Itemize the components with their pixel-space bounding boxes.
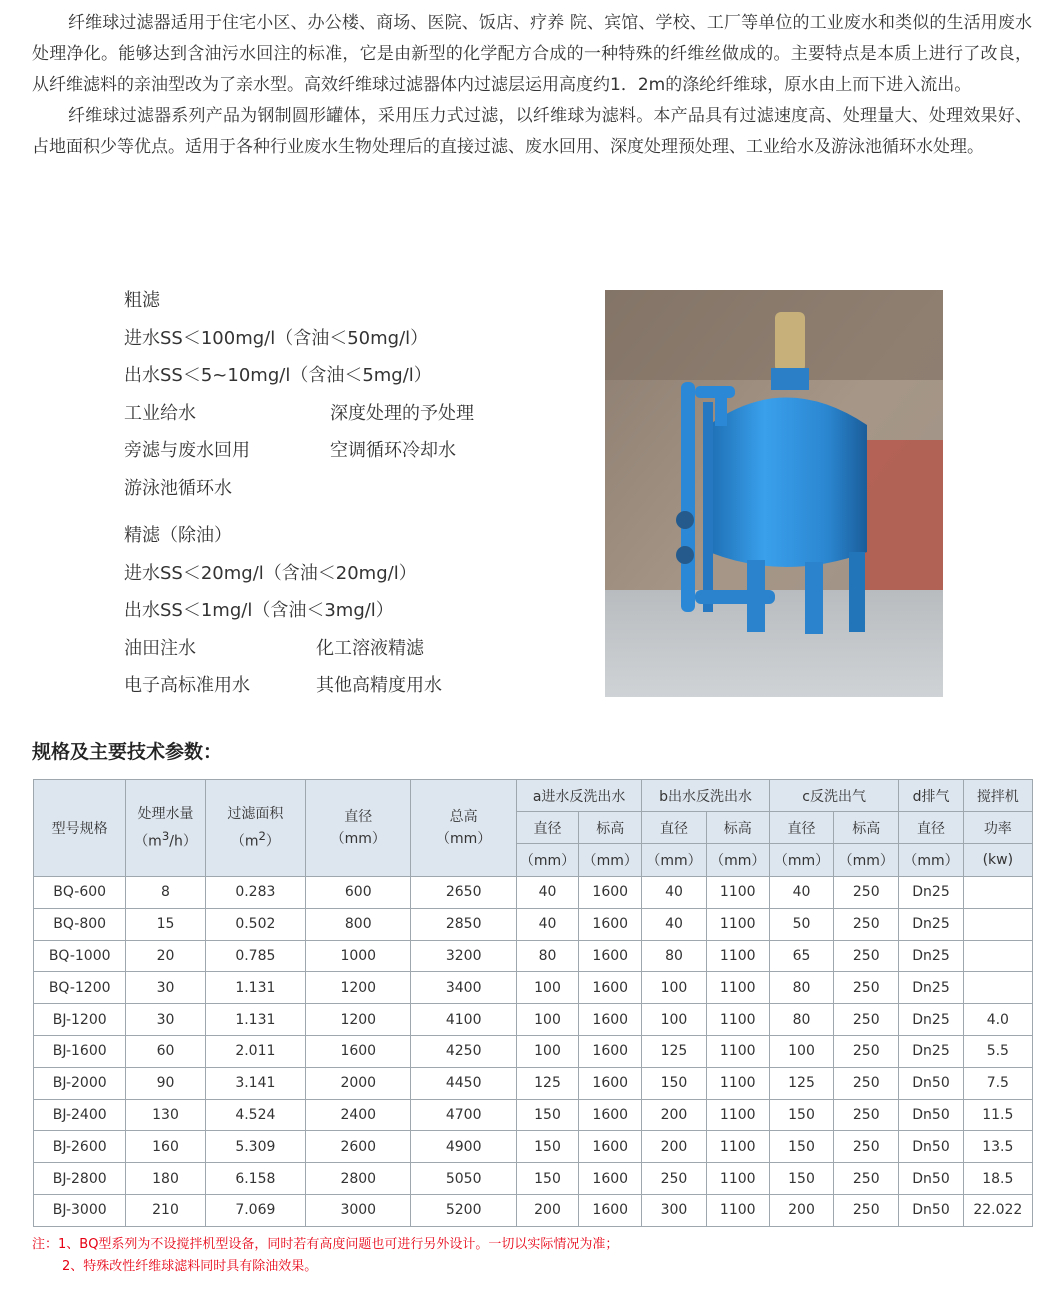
table-row — [34, 1004, 1033, 1036]
table-row — [34, 877, 1033, 909]
table-cell: 1100 — [706, 1067, 769, 1099]
table-cell: 1100 — [706, 1131, 769, 1163]
header-sub-diameter: 直径 — [642, 812, 706, 844]
table-cell: 60 — [126, 1035, 205, 1067]
coarse-app-row — [124, 470, 564, 508]
table-cell: 200 — [642, 1131, 706, 1163]
table-cell: 40 — [769, 877, 833, 909]
header-area-label: 过滤面积 — [227, 806, 284, 823]
table-cell: 125 — [769, 1067, 833, 1099]
table-cell: Dn25 — [899, 1004, 963, 1036]
fine-app-row — [124, 667, 564, 705]
table-cell: 4700 — [411, 1099, 516, 1131]
table-cell: 4250 — [411, 1035, 516, 1067]
table-cell: 18.5 — [963, 1163, 1032, 1195]
table-cell: 22.022 — [963, 1194, 1032, 1226]
table-row — [34, 1163, 1033, 1195]
table-cell: 80 — [769, 972, 833, 1004]
intro-paragraph-1: 纤维球过滤器适用于住宅小区、办公楼、商场、医院、饭店、疗养 院、宾馆、学校、工厂等单位的工业废水和类似的生活用废水处理净化。能够达到含油污水回注的标准，它是由新型的化学配方合成的一种特殊的纤维丝做成的。主要特点是本质上进行了改良，从纤维滤料的亲油型改为了亲水型。高效纤维球过滤器体内过滤层运用高度约1．2m的涤纶纤维球，原水由上而下进入流出。 — [32, 13, 1032, 95]
table-cell: 40 — [516, 908, 578, 940]
table-cell — [963, 972, 1032, 1004]
table-cell: 160 — [126, 1131, 205, 1163]
table-cell: BQ-1000 — [34, 940, 126, 972]
header-sub-diameter: 直径 — [899, 812, 963, 844]
header-area-unit-post: ） — [265, 833, 280, 850]
header-height-unit: （mm） — [436, 831, 492, 847]
table-cell: 150 — [642, 1067, 706, 1099]
table-cell: BJ-2000 — [34, 1067, 126, 1099]
table-cell: Dn25 — [899, 972, 963, 1004]
header-sub-unit: （mm） — [642, 844, 706, 877]
table-row — [34, 1099, 1033, 1131]
table-cell: 1600 — [579, 877, 642, 909]
header-sub-unit: （mm） — [706, 844, 769, 877]
header-model: 型号规格 — [34, 780, 126, 877]
header-sub-unit: （mm） — [516, 844, 578, 877]
table-cell: 1100 — [706, 877, 769, 909]
header-c: c反洗出气 — [769, 780, 899, 812]
table-cell: 1200 — [306, 972, 411, 1004]
coarse-title: 粗滤 — [124, 290, 160, 311]
header-mixer: 搅拌机 — [963, 780, 1032, 812]
table-cell: 20 — [126, 940, 205, 972]
table-cell: 4.524 — [205, 1099, 305, 1131]
table-cell: 13.5 — [963, 1131, 1032, 1163]
table-cell: BJ-3000 — [34, 1194, 126, 1226]
fine-app: 油田注水 — [124, 637, 196, 659]
table-row — [34, 1035, 1033, 1067]
table-cell: 7.5 — [963, 1067, 1032, 1099]
coarse-inlet: 进水SS＜100mg/l（含油＜50mg/l） — [124, 327, 429, 349]
spec-section-title: 规格及主要技术参数： — [32, 741, 223, 763]
filter-grade-lists — [124, 282, 564, 705]
table-cell: BJ-2800 — [34, 1163, 126, 1195]
table-cell: 1600 — [579, 1004, 642, 1036]
table-cell: 40 — [642, 908, 706, 940]
table-cell: 2850 — [411, 908, 516, 940]
table-cell: 2000 — [306, 1067, 411, 1099]
header-height — [411, 780, 516, 877]
table-cell: 6.158 — [205, 1163, 305, 1195]
header-sub-level: 标高 — [834, 812, 899, 844]
table-cell: 40 — [516, 877, 578, 909]
table-cell: 800 — [306, 908, 411, 940]
table-cell: 250 — [834, 1131, 899, 1163]
table-cell: 1100 — [706, 908, 769, 940]
header-diameter — [306, 780, 411, 877]
header-b: b出水反洗出水 — [642, 780, 770, 812]
table-cell: 30 — [126, 1004, 205, 1036]
table-cell: 3000 — [306, 1194, 411, 1226]
table-cell: 2400 — [306, 1099, 411, 1131]
header-d: d排气 — [899, 780, 963, 812]
table-cell: BJ-1600 — [34, 1035, 126, 1067]
table-cell: 150 — [769, 1131, 833, 1163]
table-cell: 1600 — [579, 972, 642, 1004]
coarse-app: 游泳池循环水 — [124, 477, 232, 499]
table-cell: 100 — [516, 1004, 578, 1036]
header-sub-unit: （mm） — [769, 844, 833, 877]
table-cell: 4.0 — [963, 1004, 1032, 1036]
table-cell: BJ-1200 — [34, 1004, 126, 1036]
intro-text — [32, 8, 1032, 163]
table-cell: 250 — [834, 1194, 899, 1226]
fine-app-row — [124, 630, 564, 668]
table-cell: 600 — [306, 877, 411, 909]
table-cell: Dn50 — [899, 1131, 963, 1163]
coarse-app: 工业给水 — [124, 402, 196, 424]
table-cell: BQ-800 — [34, 908, 126, 940]
table-cell: 5200 — [411, 1194, 516, 1226]
table-cell: 40 — [642, 877, 706, 909]
table-cell: 200 — [642, 1099, 706, 1131]
table-cell: 30 — [126, 972, 205, 1004]
table-cell: 2650 — [411, 877, 516, 909]
table-cell: 1100 — [706, 1163, 769, 1195]
table-cell: 15 — [126, 908, 205, 940]
table-cell: 250 — [834, 1163, 899, 1195]
table-cell: 100 — [642, 972, 706, 1004]
header-sub-diameter: 直径 — [769, 812, 833, 844]
table-cell: 1600 — [579, 940, 642, 972]
coarse-app: 旁滤与废水回用 — [124, 440, 250, 461]
table-cell: 100 — [769, 1035, 833, 1067]
table-cell: Dn50 — [899, 1099, 963, 1131]
table-cell: 200 — [516, 1194, 578, 1226]
table-cell: 250 — [834, 1099, 899, 1131]
table-cell: 180 — [126, 1163, 205, 1195]
table-cell: 8 — [126, 877, 205, 909]
table-cell: 4100 — [411, 1004, 516, 1036]
list-gap — [124, 507, 564, 517]
table-cell — [963, 940, 1032, 972]
table-row — [34, 940, 1033, 972]
table-cell: Dn25 — [899, 877, 963, 909]
table-cell: 80 — [642, 940, 706, 972]
table-cell: 3200 — [411, 940, 516, 972]
table-cell: 3400 — [411, 972, 516, 1004]
table-cell: 50 — [769, 908, 833, 940]
table-cell: 1600 — [579, 1099, 642, 1131]
table-cell: 80 — [769, 1004, 833, 1036]
table-cell: 0.502 — [205, 908, 305, 940]
table-cell: 250 — [834, 1035, 899, 1067]
table-cell: 5.5 — [963, 1035, 1032, 1067]
table-cell: Dn50 — [899, 1067, 963, 1099]
table-cell: 100 — [516, 972, 578, 1004]
table-cell: Dn25 — [899, 940, 963, 972]
table-cell: 250 — [834, 940, 899, 972]
header-diameter-label: 直径 — [344, 809, 373, 825]
table-cell: 1100 — [706, 940, 769, 972]
header-mixer-power: 功率 — [963, 812, 1032, 844]
note-1: 注：1、BQ型系列为不设搅拌机型设备，同时若有高度问题也可进行另外设计。一切以实际情况为准； — [32, 1237, 619, 1252]
table-cell: 11.5 — [963, 1099, 1032, 1131]
table-cell: 250 — [834, 908, 899, 940]
table-cell: 0.283 — [205, 877, 305, 909]
table-cell: 250 — [834, 877, 899, 909]
table-cell: BQ-600 — [34, 877, 126, 909]
table-cell: 150 — [769, 1163, 833, 1195]
table-cell: Dn25 — [899, 908, 963, 940]
header-flow — [126, 780, 205, 877]
table-cell: 1200 — [306, 1004, 411, 1036]
header-flow-unit-pre: （m — [134, 833, 162, 850]
table-cell: 1000 — [306, 940, 411, 972]
table-cell: 1.131 — [205, 1004, 305, 1036]
table-cell: 1600 — [579, 1035, 642, 1067]
coarse-outlet: 出水SS＜5~10mg/l（含油＜5mg/l） — [124, 365, 432, 386]
table-cell: 1600 — [306, 1035, 411, 1067]
header-area-unit-sup: 2 — [258, 829, 266, 844]
coarse-app: 空调循环冷却水 — [330, 440, 456, 461]
table-cell: 1.131 — [205, 972, 305, 1004]
table-cell: 1600 — [579, 1131, 642, 1163]
table-cell: 1100 — [706, 1194, 769, 1226]
table-cell: 125 — [642, 1035, 706, 1067]
table-cell: 2600 — [306, 1131, 411, 1163]
intro-paragraph-2: 纤维球过滤器系列产品为钢制圆形罐体，采用压力式过滤，以纤维球为滤料。本产品具有过滤速度高、处理量大、处理效果好、占地面积少等优点。适用于各种行业废水生物处理后的直接过滤、废水回用、深度处理预处理、工业给水及游泳池循环水处理。 — [32, 106, 1032, 157]
fine-outlet: 出水SS＜1mg/l（含油＜3mg/l） — [124, 600, 394, 621]
table-cell: 1600 — [579, 908, 642, 940]
table-cell: 100 — [642, 1004, 706, 1036]
header-area-unit-pre: （m — [230, 833, 259, 850]
table-cell: 4450 — [411, 1067, 516, 1099]
table-cell: 150 — [516, 1131, 578, 1163]
table-cell: 150 — [516, 1163, 578, 1195]
table-cell: BJ-2600 — [34, 1131, 126, 1163]
header-sub-level: 标高 — [706, 812, 769, 844]
header-sub-unit: （mm） — [834, 844, 899, 877]
fine-app: 电子高标准用水 — [124, 675, 250, 696]
table-row — [34, 908, 1033, 940]
table-cell: BQ-1200 — [34, 972, 126, 1004]
header-sub-level: 标高 — [579, 812, 642, 844]
header-sub-unit: （mm） — [899, 844, 963, 877]
table-cell: Dn50 — [899, 1163, 963, 1195]
header-sub-unit: （mm） — [579, 844, 642, 877]
table-cell: 1600 — [579, 1163, 642, 1195]
fine-title: 精滤（除油） — [124, 525, 232, 546]
table-cell: 7.069 — [205, 1194, 305, 1226]
table-cell: 80 — [516, 940, 578, 972]
table-cell: 125 — [516, 1067, 578, 1099]
header-height-label: 总高 — [449, 809, 478, 825]
header-diameter-unit: （mm） — [330, 831, 386, 847]
table-cell: 1100 — [706, 972, 769, 1004]
table-cell: 0.785 — [205, 940, 305, 972]
table-cell: 90 — [126, 1067, 205, 1099]
table-cell: Dn50 — [899, 1194, 963, 1226]
table-cell: 200 — [769, 1194, 833, 1226]
fine-app: 化工溶液精滤 — [316, 637, 424, 659]
table-cell: 2800 — [306, 1163, 411, 1195]
coarse-app-row — [124, 395, 564, 433]
table-cell: 130 — [126, 1099, 205, 1131]
table-row — [34, 1067, 1033, 1099]
table-cell: 2.011 — [205, 1035, 305, 1067]
table-row — [34, 1194, 1033, 1226]
header-flow-label: 处理水量 — [137, 806, 194, 823]
table-cell: 5.309 — [205, 1131, 305, 1163]
header-area — [205, 780, 305, 877]
spec-table-header — [34, 780, 1033, 877]
header-sub-diameter: 直径 — [516, 812, 578, 844]
table-cell: 1100 — [706, 1035, 769, 1067]
fine-inlet: 进水SS＜20mg/l（含油＜20mg/l） — [124, 562, 417, 584]
table-cell: 150 — [516, 1099, 578, 1131]
header-flow-unit-sup: 3 — [161, 829, 170, 844]
header-flow-unit — [126, 825, 204, 853]
header-flow-unit-post: /h） — [169, 833, 197, 850]
header-area-unit — [206, 825, 305, 853]
note-2: 2、特殊改性纤维球滤料同时具有除油效果。 — [62, 1259, 318, 1274]
table-cell: Dn25 — [899, 1035, 963, 1067]
table-cell: 1100 — [706, 1004, 769, 1036]
table-cell: 1100 — [706, 1099, 769, 1131]
filter-tank-photo — [605, 290, 943, 697]
table-cell: 4900 — [411, 1131, 516, 1163]
table-cell: 250 — [834, 972, 899, 1004]
table-cell: 3.141 — [205, 1067, 305, 1099]
header-mixer-unit: (kw) — [963, 844, 1032, 877]
table-cell: 65 — [769, 940, 833, 972]
spec-table-body — [34, 877, 1033, 1227]
coarse-app: 深度处理的予处理 — [330, 402, 474, 424]
table-cell: 210 — [126, 1194, 205, 1226]
table-cell: BJ-2400 — [34, 1099, 126, 1131]
table-cell — [963, 908, 1032, 940]
table-cell: 1600 — [579, 1194, 642, 1226]
table-cell — [963, 877, 1032, 909]
table-cell: 1600 — [579, 1067, 642, 1099]
table-cell: 5050 — [411, 1163, 516, 1195]
table-row — [34, 1131, 1033, 1163]
table-cell: 250 — [642, 1163, 706, 1195]
header-a: a进水反洗出水 — [516, 780, 641, 812]
table-row — [34, 972, 1033, 1004]
tank-illustration — [605, 290, 943, 697]
table-cell: 300 — [642, 1194, 706, 1226]
notes — [32, 1234, 618, 1278]
coarse-app-row — [124, 432, 564, 470]
table-cell: 100 — [516, 1035, 578, 1067]
table-cell: 150 — [769, 1099, 833, 1131]
table-cell: 250 — [834, 1067, 899, 1099]
fine-app: 其他高精度用水 — [316, 675, 442, 696]
spec-table — [33, 779, 1033, 1227]
table-cell: 250 — [834, 1004, 899, 1036]
